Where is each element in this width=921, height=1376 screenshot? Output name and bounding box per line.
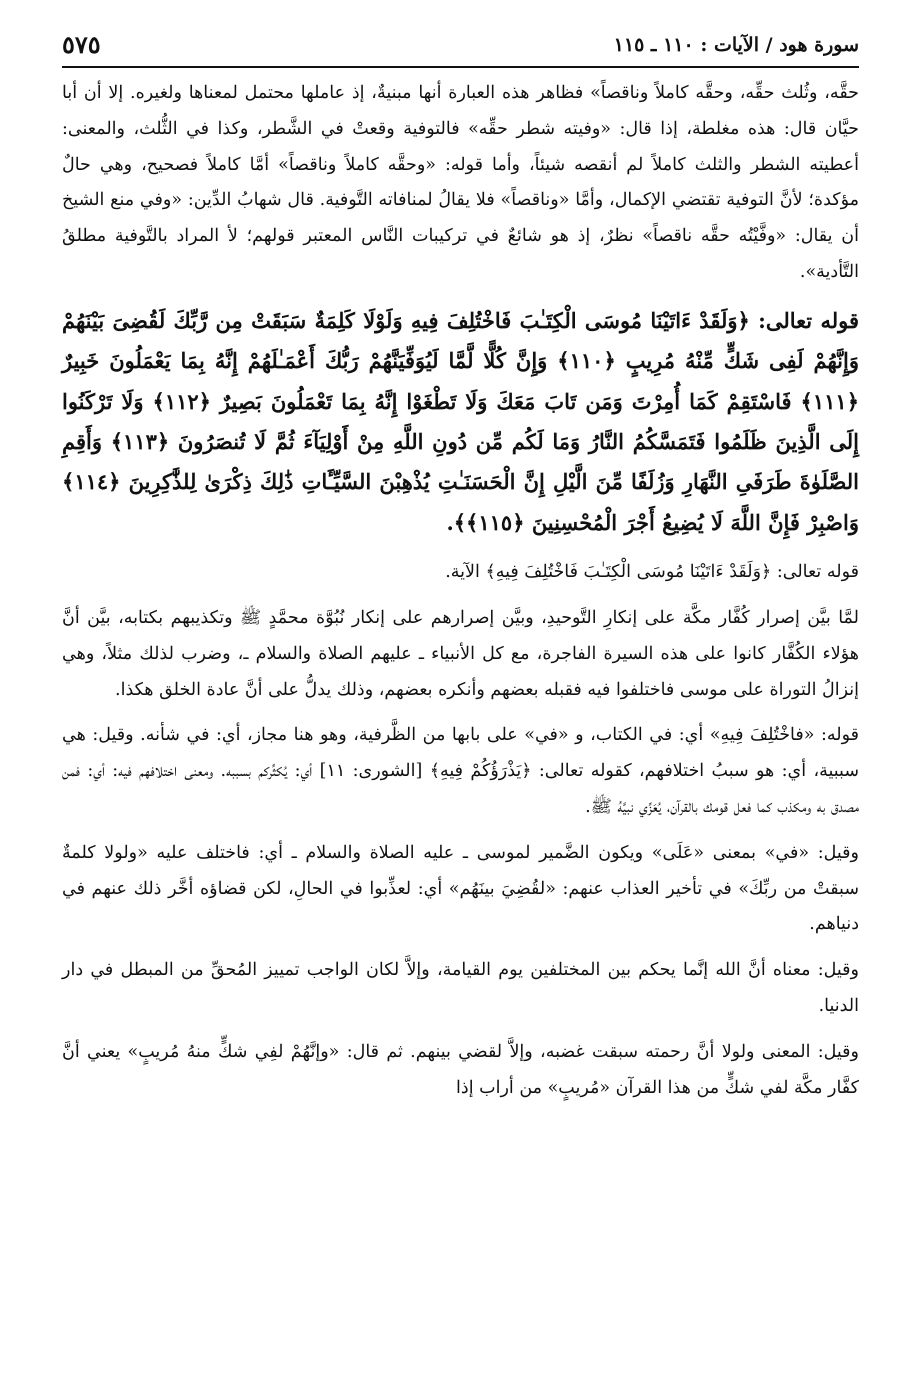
paragraph-7: وقيل: المعنى ولولا أنَّ رحمته سبقت غضبه، وإلاَّ لقضي بينهم. ثم قال: «وإنَّهُمْ لفِي شكٍّ منهُ مُريبٍ» يعني أنَّ كفَّار مكَّة لفي شكٍّ من هذا القرآن «مُريبٍ» من أراب إذا (62, 1041, 859, 1098)
paragraph-2: قوله تعالى: ﴿وَلَقَدْ ءَاتَيْنَا مُوسَى الْكِتَـٰبَ فَاخْتُلِفَ فِيهِ﴾ الآية. (445, 562, 859, 583)
page-number: ٥٧٥ (62, 30, 111, 59)
quran-verses-block: قوله تعالى: ﴿وَلَقَدْ ءَاتَيْنَا مُوسَى الْكِتَـٰبَ فَاخْتُلِفَ فِيهِ وَلَوْلَا كَلِمَةٌ سَبَقَتْ مِن رَّبِّكَ لَقُضِىَ بَيْنَهُمْ وَإِنَّهُمْ لَفِى شَكٍّ مِّنْهُ مُرِيبٍ ﴿١١٠﴾ وَإِنَّ كُلًّا لَّمَّا لَيُوَفِّيَنَّهُمْ رَبُّكَ أَعْمَـٰلَهُمْ إِنَّهُ بِمَا يَعْمَلُونَ خَبِيرٌ ﴿١١١﴾ فَاسْتَقِمْ كَمَا أُمِرْتَ وَمَن تَابَ مَعَكَ وَلَا تَطْغَوْا إِنَّهُ بِمَا تَعْمَلُونَ بَصِيرٌ ﴿١١٢﴾ وَلَا تَرْكَنُوا إِلَى الَّذِينَ ظَلَمُوا فَتَمَسَّكُمُ النَّارُ وَمَا لَكُم مِّن دُونِ اللَّهِ مِنْ أَوْلِيَآءَ ثُمَّ لَا تُنصَرُونَ ﴿١١٣﴾ وَأَقِمِ الصَّلَوٰةَ طَرَفَىِ النَّهَارِ وَزُلَفًا مِّنَ الَّيْلِ إِنَّ الْحَسَنَـٰتِ يُذْهِبْنَ السَّيِّـَٔاتِ ذَٰلِكَ ذِكْرَىٰ لِلذَّٰكِرِينَ ﴿١١٤﴾ وَاصْبِرْ فَإِنَّ اللَّهَ لَا يُضِيعُ أَجْرَ الْمُحْسِنِينَ ﴿١١٥﴾﴾. (62, 307, 859, 535)
page-header (62, 28, 859, 68)
paragraph-6: وقيل: معناه أنَّ الله إنَّما يحكم بين المختلفين يوم القيامة، وإلاَّ لكان الواجب تمييز المُحقِّ من المبطل في دار الدنيا. (62, 960, 859, 1016)
surah-title: سورة هود / الآيات : ١١٠ ـ ١١٥ (604, 34, 859, 56)
paragraph-5: وقيل: «في» بمعنى «عَلَى» ويكون الضَّمير لموسى ـ عليه الصلاة والسلام ـ أي: فاختلف عليه «ولولا كلمةٌ سبقتْ من ربِّكَ» في تأخير العذاب عنهم: «لقُضِيَ بينَهُم» أي: لعذِّبوا في الحالِ، لكن قضاؤه أخَّر ذلك عنهم في دنياهم. (62, 842, 859, 935)
paragraph-4: قوله: «فاخْتُلِفَ فِيهِ» أي: في الكتاب، و «في» على بابها من الظَّرفية، وهو هنا مجاز، أي: في شأنه. وقيل: هي سببية، أي: هو سببُ اختلافهم، كقوله تعالى: ﴿يَذْرَؤُكُمْ فِيهِ﴾ [الشورى: ١١] أي: يُكثِّركم بسببه. ومعنى اختلافهم فيه: أي: فمن مصدق به ومكذب كما فعل قومك بالقرآن، يُعَزِّي نبيَّهُ ﷺ. (62, 725, 859, 817)
paragraph-3: لمَّا بيَّن إصرار كُفَّار مكَّة على إنكارِ التَّوحيدِ، وبيَّن إصرارهم على إنكار نُبُوَّة محمَّدٍ ﷺ وتكذيبهم بكتابه، بيَّن أنَّ هؤلاء الكُفَّار كانوا على هذه السيرة الفاجرة، مع كل الأنبياء ـ عليهم الصلاة والسلام ـ، وضرب لذلك مثلاً، وهي إنزالُ التوراة على موسى فاختلفوا فيه فقبله بعضهم وأنكره بعضهم، وذلك يدلُّ على أنَّ عادة الخلق هكذا. (62, 608, 859, 700)
paragraph-1: حقَّه، وثُلث حقِّه، وحقَّه كاملاً وناقصاً» فظاهر هذه العبارة أنها مبنيةٌ، إذ عاملها محتمل لمعناها ولغيره. إلا أن أبا حيَّان قال: هذه مغلطة، إذا قال: «وفيته شطر حقِّه» فالتوفية وقعتْ في الشَّطر، وكذا في الثُّلث، والمعنى: أعطيته الشطر والثلث كاملاً لم أنقصه شيئاً، وأما قوله: «وحقَّه كاملاً وناقصاً» أمَّا كاملاً فصحيح، وهي حالٌ مؤكدة؛ لأنَّ التوفية تقتضي الإكمال، وأمَّا «وناقصاً» فلا يقالُ لمنافاته التَّوفية. قال شهابُ الدِّين: «وفي منع الشيخ أن يقال: «وفَّيْتُه حقَّه ناقصاً» نظرٌ، إذ هو شائعٌ في تركيبات النَّاس المعتبر قولهم؛ لأ المراد بالتَّوفية مطلقُ التَّأدية». (62, 83, 859, 282)
